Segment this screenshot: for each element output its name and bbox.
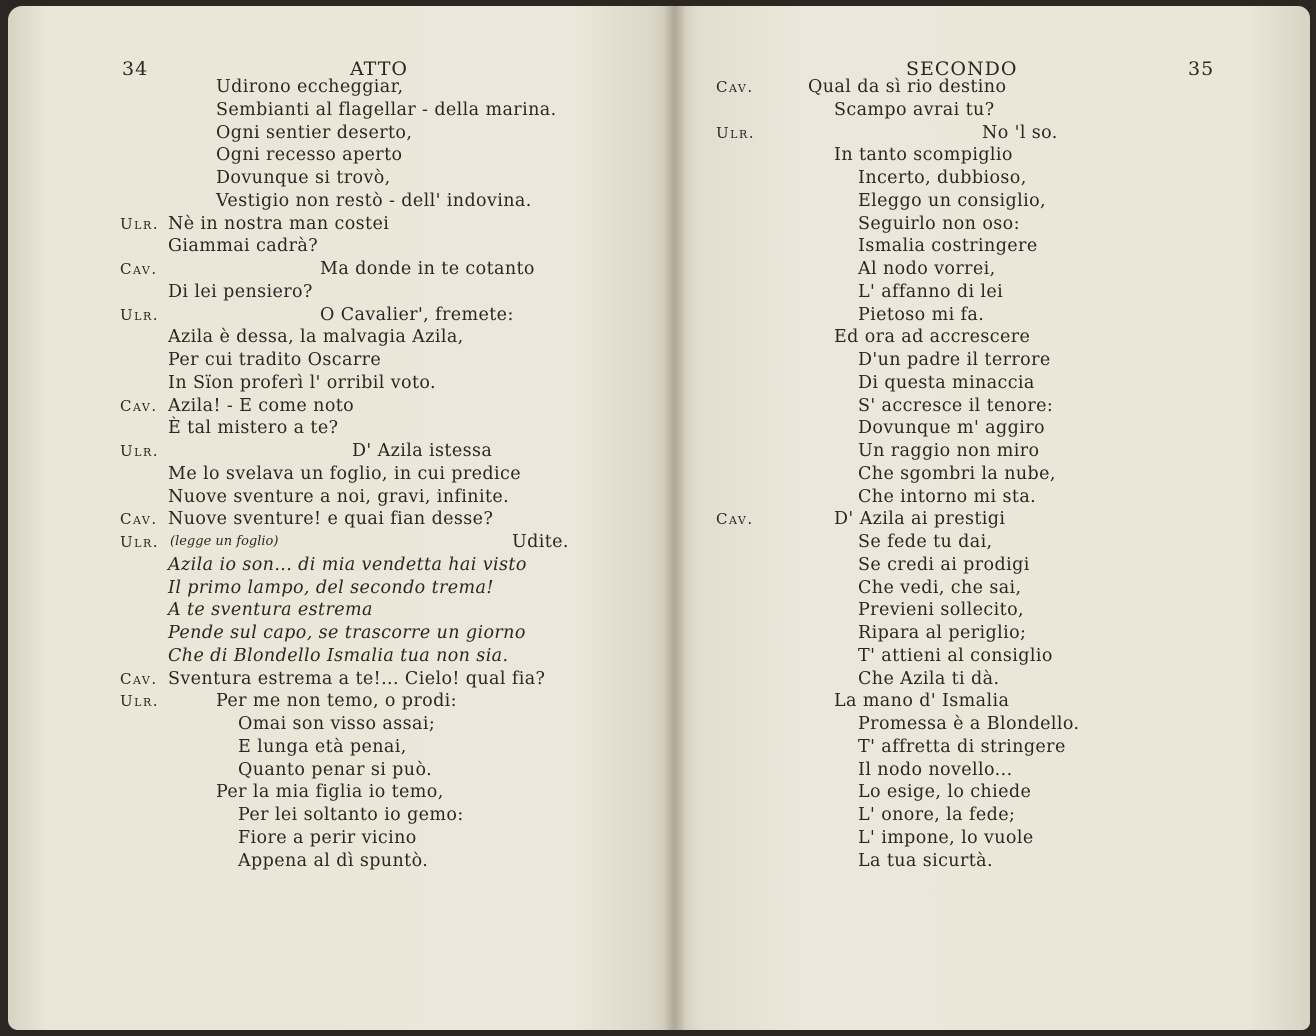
right-page (674, 6, 1310, 1030)
verse-line: Che sgombri la nube, (858, 463, 1056, 484)
verse-line: Azila! - E come noto (168, 395, 355, 416)
verse-line: Ripara al periglio; (858, 623, 1027, 643)
right-page-number: 35 (1188, 58, 1215, 80)
verse-line: La mano d' Ismalia (834, 691, 1010, 712)
verse-line: L' impone, lo vuole (858, 827, 1034, 848)
verse-line: Ismalia costringere (858, 236, 1038, 257)
verse-line: D' Azila ai prestigi (834, 509, 1006, 530)
verse-line: Sventura estrema a te!... Cielo! qual fia? (168, 668, 546, 689)
verse-line: Seguirlo non oso: (858, 213, 1020, 234)
verse-line: Per me non temo, o prodi: (216, 691, 457, 712)
verse-line: Qual da sì rio destino (808, 77, 1007, 97)
verse-line: Previeni sollecito, (858, 600, 1024, 621)
verse-line: L' onore, la fede; (858, 805, 1016, 825)
speaker-label: Ulr. (120, 533, 159, 551)
verse-line: No 'l so. (982, 122, 1058, 143)
left-page-number: 34 (122, 58, 149, 80)
verse-line: Dovunque m' aggiro (858, 418, 1045, 439)
verse-line: Pende sul capo, se trascorre un giorno (168, 623, 526, 643)
verse-line: T' attieni al consiglio (858, 645, 1053, 666)
verse-line: Vestigio non restò - dell' indovina. (216, 190, 532, 211)
speaker-label: Ulr. (120, 442, 159, 460)
verse-line: Ogni recesso aperto (216, 145, 403, 166)
verse-line: Omai son visso assai; (238, 714, 436, 734)
verse-line: Ma donde in te cotanto (320, 259, 535, 279)
verse-line: Giammai cadrà? (168, 236, 319, 257)
verse-line: Nè in nostra man costei (168, 213, 390, 234)
verse-line: E lunga età penai, (238, 736, 407, 757)
verse-line: Lo esige, lo chiede (858, 782, 1032, 803)
verse-line: Udirono eccheggiar, (216, 77, 404, 97)
verse-line: Me lo svelava un foglio, in cui predice (168, 463, 521, 484)
verse-line: Dovunque si trovò, (216, 168, 391, 188)
speaker-label: Cav. (716, 510, 754, 529)
stage-direction: (legge un foglio) (170, 534, 279, 549)
verse-line: Che vedi, che sai, (858, 577, 1022, 598)
verse-line: Appena al dì spuntò. (238, 850, 429, 871)
verse-line: Per lei soltanto io gemo: (238, 805, 464, 825)
verse-line: In tanto scompiglio (834, 145, 1013, 166)
speaker-label: Ulr. (120, 214, 159, 233)
verse-line: Azila è dessa, la malvagia Azila, (168, 327, 464, 348)
verse-line: È tal mistero a te? (168, 418, 339, 439)
verse-line: Scampo avrai tu? (834, 99, 995, 120)
right-running-head: SECONDO (906, 58, 1018, 80)
verse-line: Per cui tradito Oscarre (168, 350, 382, 370)
verse-line: Il primo lampo, del secondo trema! (168, 577, 494, 598)
verse-line: S' accresce il tenore: (858, 395, 1054, 416)
verse-line: Ed ora ad accrescere (834, 327, 1031, 348)
verse-line: Di lei pensiero? (168, 281, 313, 302)
verse-line: Promessa è a Blondello. (858, 714, 1080, 734)
speaker-label: Cav. (120, 510, 158, 529)
speaker-label: Cav. (716, 78, 754, 96)
verse-line: Che di Blondello Ismalia tua non sia. (168, 645, 509, 666)
verse-line: Sembianti al flagellar - della marina. (216, 99, 557, 120)
verse-line: Per la mia figlia io temo, (216, 782, 444, 803)
verse-line: In Sïon proferì l' orribil voto. (168, 372, 437, 393)
verse-line: Incerto, dubbioso, (858, 168, 1027, 188)
verse-line: O Cavalier', fremete: (320, 304, 514, 325)
verse-line: Pietoso mi fa. (858, 304, 985, 325)
verse-line: L' affanno di lei (858, 281, 1004, 302)
verse-line: Al nodo vorrei, (858, 259, 996, 279)
verse-line: Che Azila ti dà. (858, 668, 1000, 689)
verse-line: Eleggo un consiglio, (858, 190, 1047, 211)
verse-line: Udite. (512, 532, 569, 552)
verse-line: Di questa minaccia (858, 372, 1035, 393)
verse-line: Azila io son... di mia vendetta hai visto (168, 554, 527, 575)
verse-line: Quanto penar si può. (238, 759, 433, 780)
verse-line: Se credi ai prodigi (858, 554, 1030, 575)
speaker-label: Cav. (120, 669, 158, 688)
verse-line: Nuove sventure a noi, gravi, infinite. (168, 486, 510, 507)
verse-line: D' Azila istessa (352, 441, 493, 461)
verse-line: Se fede tu dai, (858, 532, 993, 552)
book-gutter (664, 6, 686, 1030)
verse-line: A te sventura estrema (168, 600, 373, 621)
speaker-label: Cav. (120, 396, 158, 415)
verse-line: T' affretta di stringere (858, 736, 1066, 757)
verse-line: D'un padre il terrore (858, 350, 1051, 370)
verse-line: Nuove sventure! e quai fian desse? (168, 509, 494, 530)
verse-line: Fiore a perir vicino (238, 827, 417, 848)
verse-line: Ogni sentier deserto, (216, 122, 413, 143)
speaker-label: Cav. (120, 260, 158, 278)
left-page (8, 6, 674, 1030)
speaker-label: Ulr. (120, 305, 159, 324)
verse-line: Il nodo novello... (858, 759, 1013, 780)
verse-line: Un raggio non miro (858, 441, 1040, 461)
verse-line: Che intorno mi sta. (858, 486, 1037, 507)
verse-line: La tua sicurtà. (858, 850, 993, 871)
speaker-label: Ulr. (120, 692, 159, 711)
speaker-label: Ulr. (716, 123, 755, 142)
left-running-head: ATTO (350, 58, 408, 80)
